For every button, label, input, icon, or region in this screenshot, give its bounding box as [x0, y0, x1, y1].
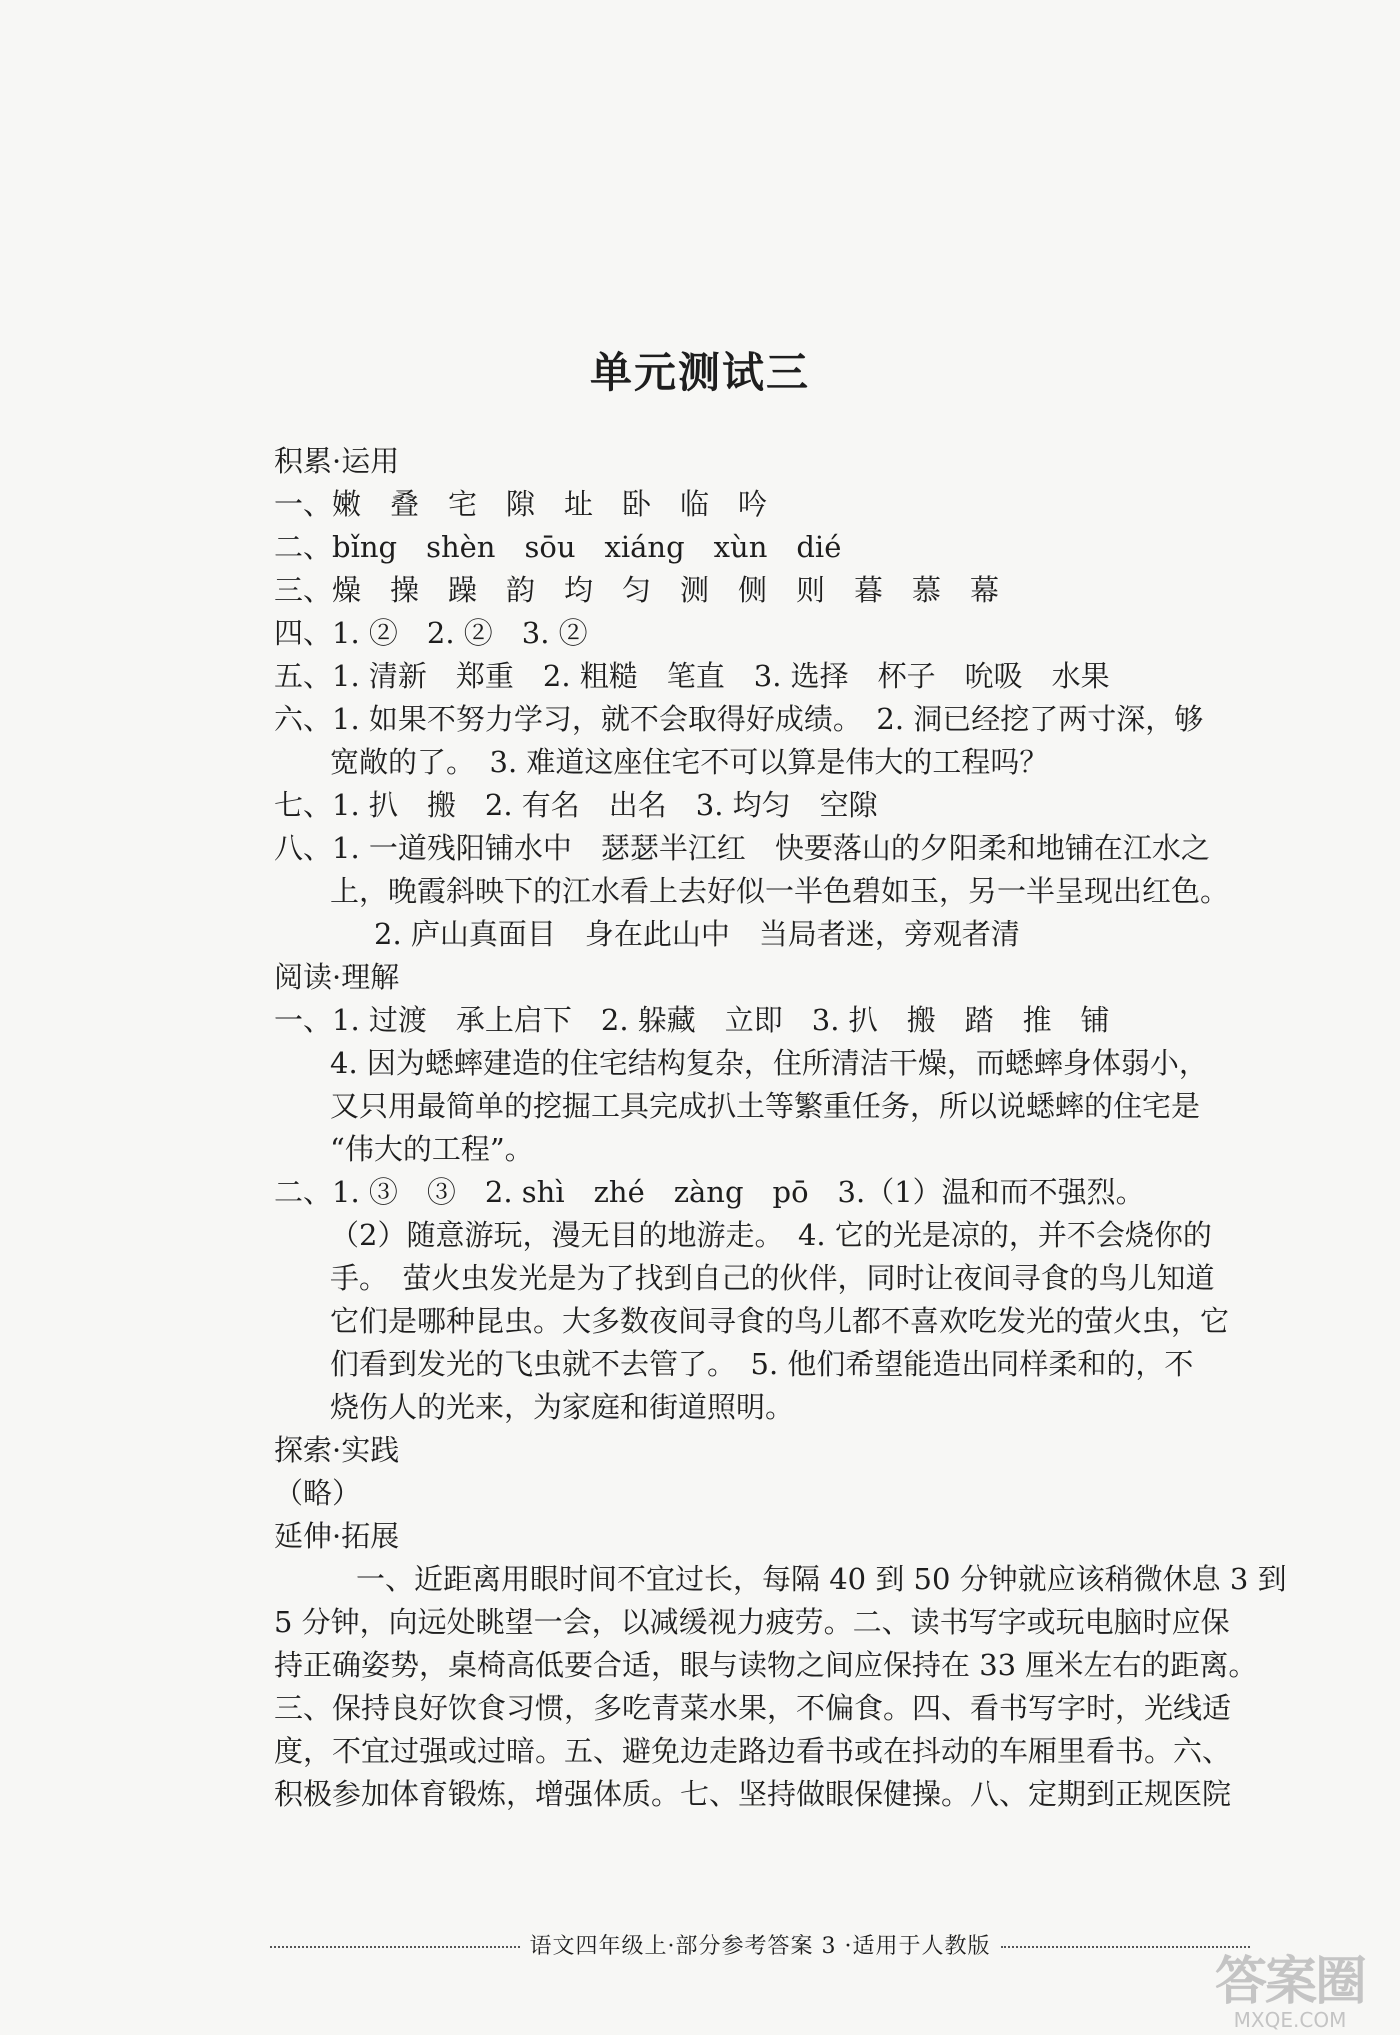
- answer-line: 一、嫩 叠 宅 隙 址 卧 临 吟: [274, 487, 768, 521]
- section-heading: 积累·运用: [274, 444, 400, 478]
- footer-dotted-rule-right: [1001, 1946, 1251, 1948]
- section-heading: 探索·实践: [274, 1433, 400, 1467]
- answer-content: [274, 440, 1287, 1816]
- answer-line: 持正确姿势，桌椅高低要合适，眼与读物之间应保持在 33 厘米左右的距离。: [274, 1648, 1258, 1682]
- answer-line: 积极参加体育锻炼，增强体质。七、坚持做眼保健操。八、定期到正规医院: [274, 1777, 1232, 1811]
- answer-line: （略）: [274, 1476, 362, 1510]
- answer-line: 五、1. 清新 郑重 2. 粗糙 笔直 3. 选择 杯子 吮吸 水果: [274, 659, 1110, 693]
- footer-dotted-rule-left: [270, 1946, 520, 1948]
- page-footer: [270, 1929, 1250, 1960]
- watermark-url: MXQE.COM: [1233, 2008, 1347, 2032]
- answer-line: 4. 因为蟋蟀建造的住宅结构复杂，住所清洁干燥，而蟋蟀身体弱小，: [330, 1046, 1208, 1080]
- answer-line: 烧伤人的光来，为家庭和街道照明。: [330, 1390, 795, 1424]
- answer-line: 三、燥 操 躁 韵 均 匀 测 侧 则 暮 慕 幕: [274, 573, 1000, 607]
- answer-line: 上，晚霞斜映下的江水看上去好似一半色碧如玉，另一半呈现出红色。: [330, 874, 1230, 908]
- answer-line: 六、1. 如果不努力学习，就不会取得好成绩。 2. 洞已经挖了两寸深，够: [274, 702, 1204, 736]
- watermark-logo: [1185, 1952, 1395, 2033]
- answer-line: 它们是哪种昆虫。大多数夜间寻食的鸟儿都不喜欢吃发光的萤火虫，它: [330, 1304, 1230, 1338]
- answer-line: 二、1. ③ ③ 2. shì zhé zàng pō 3.（1）温和而不强烈。: [274, 1175, 1145, 1209]
- answer-line: 四、1. ② 2. ② 3. ②: [274, 616, 588, 650]
- answer-line: 三、保持良好饮食习惯，多吃青菜水果，不偏食。四、看书写字时，光线适: [274, 1691, 1232, 1725]
- page-title: 单元测试三: [589, 348, 810, 397]
- answer-line: 二、bǐng shèn sōu xiáng xùn dié: [274, 530, 842, 564]
- watermark-mark: 答案圈: [1214, 1952, 1365, 2012]
- answer-line: 5 分钟，向远处眺望一会，以减缓视力疲劳。二、读书写字或玩电脑时应保: [274, 1605, 1230, 1639]
- answer-line: 们看到发光的飞虫就不去管了。 5. 他们希望能造出同样柔和的，不: [330, 1347, 1194, 1381]
- answer-line: 手。 萤火虫发光是为了找到自己的伙伴，同时让夜间寻食的鸟儿知道: [330, 1261, 1215, 1295]
- answer-line: 一、近距离用眼时间不宜过长，每隔 40 到 50 分钟就应该稍微休息 3 到: [356, 1562, 1287, 1596]
- section-heading: 阅读·理解: [274, 960, 400, 994]
- footer-text: 语文四年级上·部分参考答案 3 ·适用于人教版: [529, 1934, 991, 1959]
- answer-line: 又只用最简单的挖掘工具完成扒土等繁重任务，所以说蟋蟀的住宅是: [330, 1089, 1201, 1123]
- answer-line: （2）随意游玩，漫无目的地游走。 4. 它的光是凉的，并不会烧你的: [330, 1218, 1212, 1252]
- answer-line: 度，不宜过强或过暗。五、避免边走路边看书或在抖动的车厢里看书。六、: [274, 1734, 1232, 1768]
- answer-line: 2. 庐山真面目 身在此山中 当局者迷，旁观者清: [374, 917, 1020, 951]
- answer-line: 一、1. 过渡 承上启下 2. 躲藏 立即 3. 扒 搬 踏 推 铺: [274, 1003, 1110, 1037]
- answer-line: “伟大的工程”。: [330, 1132, 534, 1166]
- answer-line: 宽敞的了。 3. 难道这座住宅不可以算是伟大的工程吗？: [330, 745, 1049, 779]
- section-heading: 延伸·拓展: [274, 1519, 400, 1553]
- answer-line: 八、1. 一道残阳铺水中 瑟瑟半江红 快要落山的夕阳柔和地铺在江水之: [274, 831, 1210, 865]
- answer-line: 七、1. 扒 搬 2. 有名 出名 3. 均匀 空隙: [274, 788, 878, 822]
